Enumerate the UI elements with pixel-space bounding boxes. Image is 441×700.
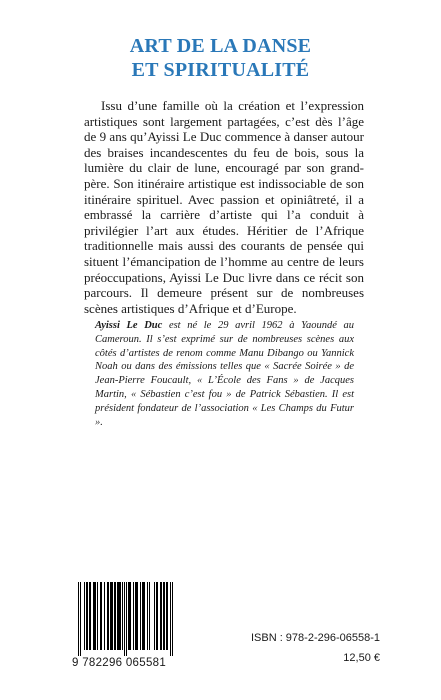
barcode-bar [143, 582, 144, 650]
barcode-bar [107, 582, 108, 650]
barcode-bar [120, 582, 121, 650]
barcode-bar [167, 582, 168, 650]
barcode-bar [172, 582, 173, 656]
barcode-bar [128, 582, 129, 650]
barcode-bar [136, 582, 137, 650]
barcode-bar [140, 582, 141, 650]
barcode-bar [163, 582, 164, 650]
barcode-bar [160, 582, 161, 650]
barcode-bar [154, 582, 155, 650]
barcode-bar [93, 582, 94, 650]
barcode-bar [84, 582, 85, 650]
barcode-bar [161, 582, 162, 650]
author-bio-text: est né le 29 avril 1962 à Yaoundé au Cameroun. Il s’est exprimé sur de nombreuses scènes aux côtés d’artistes de renom comme Manu Dibango ou Yannick Noah ou dans des émissions telles que « Sacrée Soirée » de Jean-Pierre Foucault, « L’École des Fans » de Jacques Martin, « Sébastien c’est fou » de Patrick Sébastien. Il est président fondateur de l’association « Les Champs du Futur ». [95, 320, 354, 428]
barcode-bars [72, 582, 182, 656]
barcode-bar [147, 582, 148, 650]
barcode-bar [108, 582, 109, 650]
book-title-line2: ET SPIRITUALITÉ [131, 59, 310, 81]
barcode-bar [97, 582, 98, 650]
barcode-bar [124, 582, 125, 656]
barcode-bar [156, 582, 157, 650]
barcode-bar [101, 582, 102, 650]
barcode-bar [87, 582, 88, 650]
author-name: Ayissi Le Duc [95, 320, 163, 331]
barcode-bar [166, 582, 167, 650]
barcode-bar [86, 582, 87, 650]
author-bio [95, 319, 354, 429]
book-title-line1: ART DE LA DANSE [129, 35, 312, 57]
isbn-label: ISBN : 978-2-296-06558-1 [250, 632, 380, 644]
barcode-bar [117, 582, 118, 650]
barcode-bar [144, 582, 145, 650]
barcode-bar [126, 582, 127, 656]
price-label: 12,50 € [343, 652, 380, 664]
barcode-bar [119, 582, 120, 650]
barcode-bar [149, 582, 150, 650]
barcode-bar [114, 582, 115, 650]
barcode-bar [170, 582, 171, 656]
barcode-bar [100, 582, 101, 650]
barcode-bar [157, 582, 158, 650]
barcode-bar [94, 582, 95, 650]
barcode-bar [130, 582, 131, 650]
barcode-bar [78, 582, 79, 656]
barcode-bar [115, 582, 116, 650]
barcode-bar [110, 582, 111, 650]
barcode-digits: 9 782296 065581 [72, 657, 167, 669]
barcode-bar [122, 582, 123, 650]
barcode-bar [118, 582, 119, 650]
barcode-bar [137, 582, 138, 650]
barcode-bar [112, 582, 113, 650]
barcode-bar [129, 582, 130, 650]
barcode-bar [80, 582, 81, 656]
back-cover-blurb: Issu d’une famille où la création et l’expression artistiques sont largement partagées, c’est dès l’âge de 9 ans qu’Ayissi Le Duc commence à danser autour des braises incandescentes du feu de bois, sous la lumière du clair de lune, encouragé par son grand-père. Son itinéraire artistique est indissociable de son itinéraire spirituel. Avec passion et opiniâtreté, il a embrassé la carrière d’artiste qui l’a conduit à privilégier l’art aux études. Héritier de l’Afrique traditionnelle mais aussi des courants de pensée qui situent l’émancipation de l’homme au centre de leurs préoccupations, Ayissi Le Duc livre dans ce récit son parcours. Il demeure présent sur de nombreuses scènes artistiques d’Afrique et d’Europe. [84, 98, 364, 316]
barcode-bar [90, 582, 91, 650]
barcode-bar [111, 582, 112, 650]
book-title [0, 34, 441, 82]
barcode-bar [133, 582, 134, 650]
barcode-bar [142, 582, 143, 650]
barcode-bar [164, 582, 165, 650]
barcode-bar [104, 582, 105, 650]
barcode-bar [95, 582, 96, 650]
barcode-bar [89, 582, 90, 650]
barcode-bar [135, 582, 136, 650]
